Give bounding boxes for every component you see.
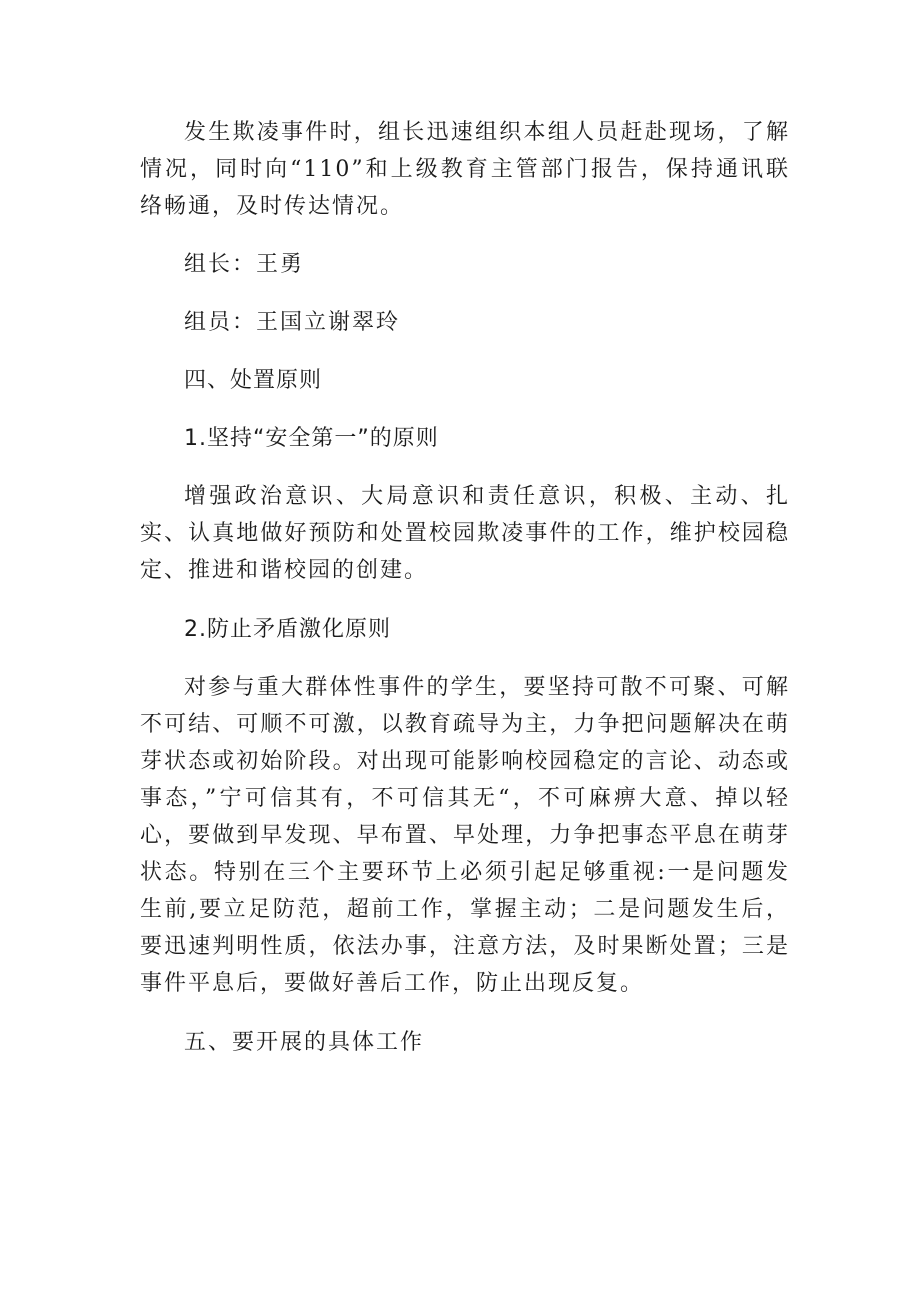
spacer <box>140 457 790 478</box>
section-heading-disposal-principles: 四、处置原则 <box>184 368 323 393</box>
section-heading-specific-work: 五、要开展的具体工作 <box>184 1030 425 1055</box>
group-leader-line: 组长：王勇 <box>184 252 305 277</box>
spacer <box>140 1002 790 1024</box>
paragraph-prevent-escalation: 对参与重大群体性事件的学生，要坚持可散不可聚、可解不可结、可顺不可激，以教育疏导为主，力争把问题解决在萌芽状态或初始阶段。对出现可能影响校园稳定的言论、动态或事态，”宁可信其有，不可信其无“，不可麻痹大意、掉以轻心，要做到早发现、早布置、早处理，力争把事态平息在萌芽状态。特别在三个主要环节上必须引起足够重视:一是问题发生前,要立足防范，超前工作，掌握主动；二是问题发生后，要迅速判明性质，依法办事，注意方法，及时果断处置；三是事件平息后，要做好善后工作，防止出现反复。 <box>140 675 790 996</box>
subheading-safety-first: 1.坚持“安全第一”的原则 <box>184 426 439 451</box>
spacer <box>140 589 790 611</box>
group-members-line: 组员：王国立谢翠玲 <box>184 310 401 335</box>
paragraph-emergency-response: 发生欺凌事件时，组长迅速组织本组人员赶赴现场，了解情况，同时向“110”和上级教育主管部门报告，保持通讯联络畅通，及时传达情况。 <box>140 120 790 219</box>
document-body <box>140 114 790 1061</box>
paragraph-safety-first: 增强政治意识、大局意识和责任意识，积极、主动、扎实、认真地做好预防和处置校园欺凌事件的工作，维护校园稳定、推进和谐校园的创建。 <box>140 484 790 583</box>
spacer <box>140 648 790 669</box>
subheading-prevent-escalation: 2.防止矛盾激化原则 <box>184 617 391 642</box>
spacer <box>140 341 790 362</box>
spacer <box>140 225 790 246</box>
spacer <box>140 283 790 304</box>
spacer <box>140 399 790 420</box>
